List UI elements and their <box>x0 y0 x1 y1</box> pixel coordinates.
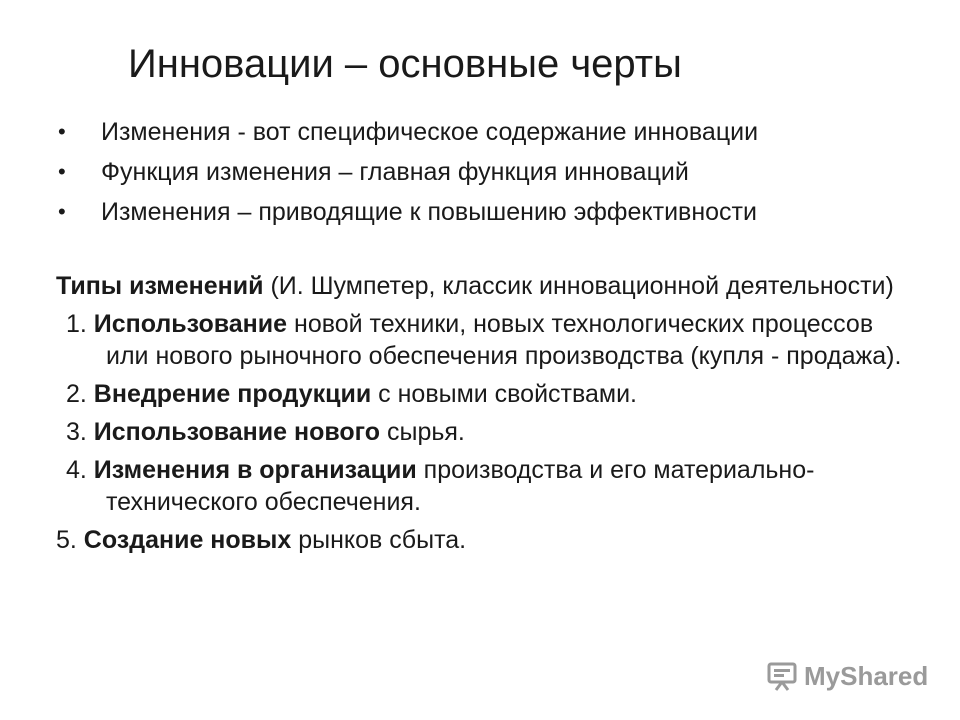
type-item-number: 5. <box>56 526 84 554</box>
type-item-2 <box>56 378 916 410</box>
bullet-dot-icon: • <box>58 159 66 184</box>
type-item-bold: Использование нового <box>93 418 381 446</box>
bullet-dot-icon: • <box>58 119 66 144</box>
type-item-text: рынков сбыта. <box>291 526 467 554</box>
type-item-bold: Использование <box>93 310 288 338</box>
bullet-text: Функция изменения – главная функция инноваций <box>101 158 689 186</box>
type-item-text: новой техники, новых технологических процессов или нового рыночного обеспечения производства (купля - продажа). <box>106 310 902 370</box>
type-item-3 <box>56 416 916 448</box>
types-heading <box>56 270 916 302</box>
presentation-board-icon <box>766 660 798 692</box>
type-item-text: с новыми свойствами. <box>371 380 638 408</box>
bullet-item <box>56 192 936 232</box>
types-heading-bold: Типы изменений <box>56 272 264 300</box>
type-item-4 <box>56 454 916 518</box>
watermark-text: MyShared <box>804 660 929 691</box>
bullet-list <box>56 112 936 232</box>
type-item-number: 3. <box>66 418 94 446</box>
type-item-bold: Создание новых <box>83 526 292 554</box>
type-item-5 <box>56 524 916 556</box>
type-item-text: сырья. <box>380 418 465 446</box>
type-item-number: 1. <box>66 310 94 338</box>
bullet-text: Изменения – приводящие к повышению эффективности <box>101 198 757 226</box>
type-item-1 <box>56 308 916 372</box>
type-item-bold: Внедрение продукции <box>93 380 372 408</box>
type-item-text: производства и его материально-технического обеспечения. <box>106 456 815 516</box>
bullet-item <box>56 152 936 192</box>
type-item-number: 2. <box>66 380 94 408</box>
bullet-text: Изменения - вот специфическое содержание инновации <box>101 118 759 146</box>
slide-title: Инновации – основные черты <box>128 42 682 86</box>
watermark-logo <box>766 656 928 696</box>
change-types-section <box>56 270 916 556</box>
bullet-dot-icon: • <box>58 199 66 224</box>
type-item-number: 4. <box>66 456 94 484</box>
types-heading-rest: (И. Шумпетер, классик инновационной деятельности) <box>263 272 894 300</box>
bullet-item <box>56 112 936 152</box>
type-item-bold: Изменения в организации <box>93 456 417 484</box>
